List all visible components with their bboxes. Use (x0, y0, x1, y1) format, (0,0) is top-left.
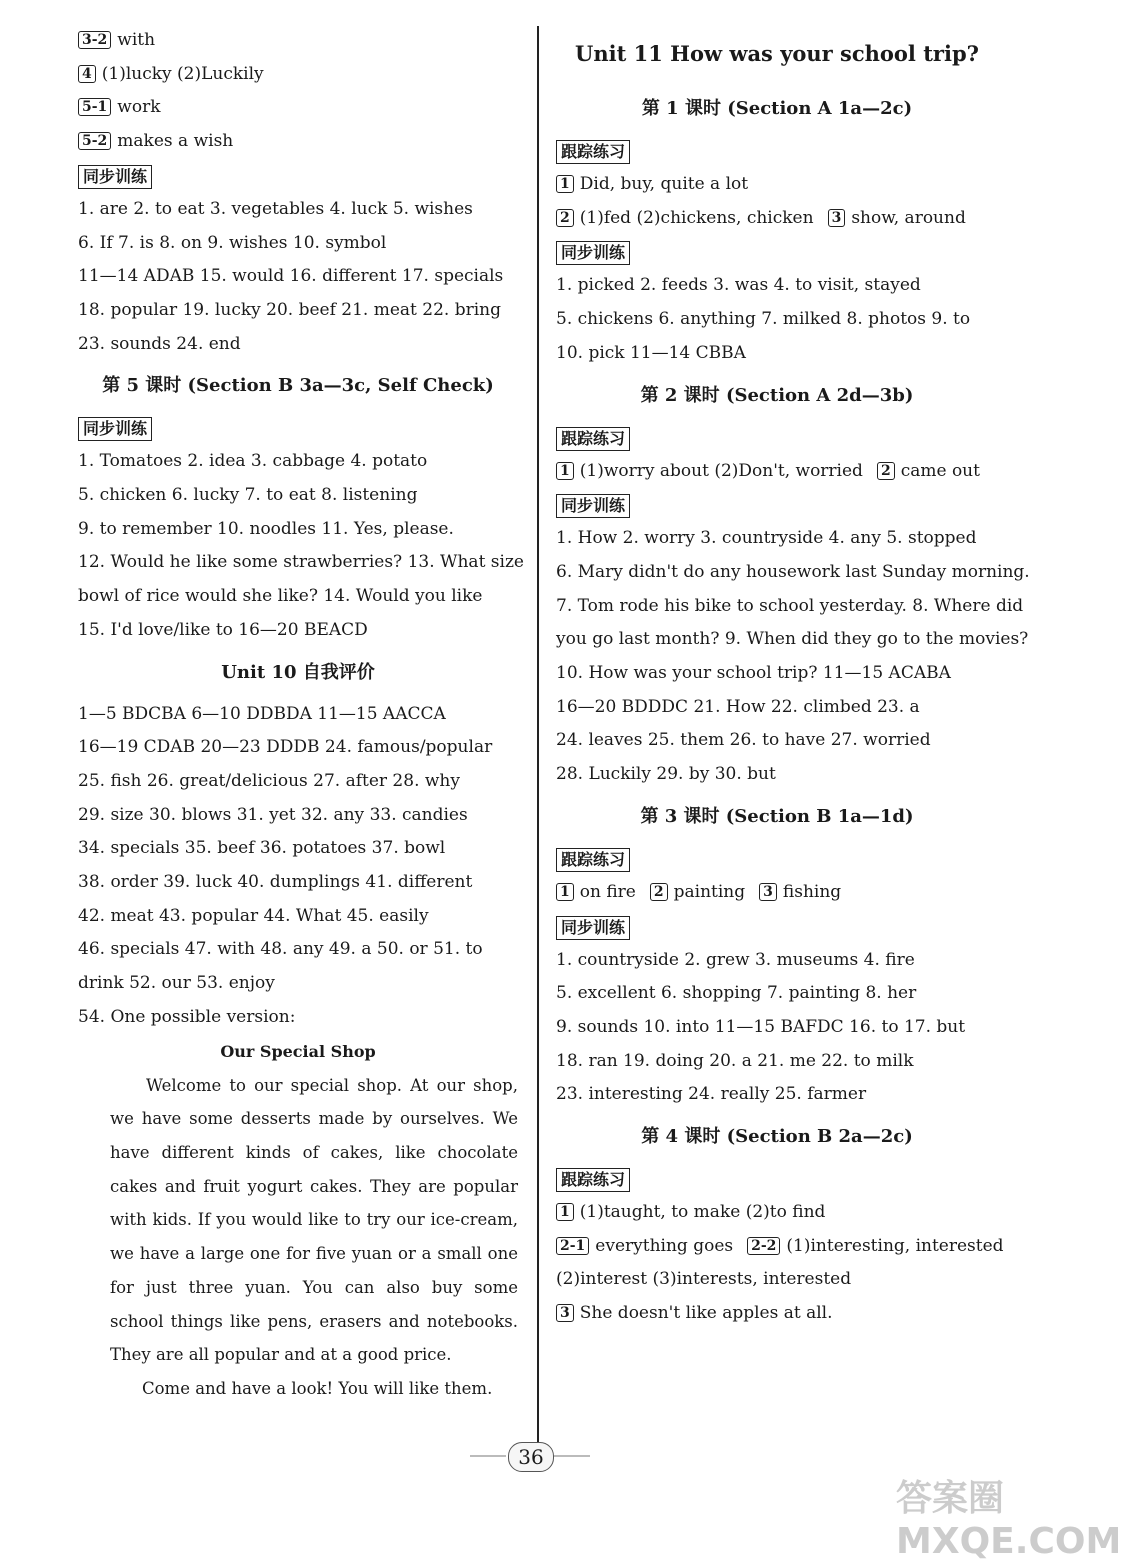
question-number-box: 1 (556, 462, 574, 480)
answer-line: 18. popular 19. lucky 20. beef 21. meat 22. bring (78, 299, 501, 320)
sync-answers-1 (78, 193, 518, 362)
answer-line: 24. leaves 25. them 26. to have 27. worried (556, 730, 931, 751)
answer-line: 16—19 CDAB 20—23 DDDB 24. famous/popular (78, 737, 493, 758)
unit-11-title: Unit 11 How was your school trip? (575, 41, 979, 66)
page-number: 36 (508, 1442, 554, 1472)
answer-line: 9. sounds 10. into 11—15 BAFDC 16. to 17. but (556, 1016, 966, 1037)
question-number-box: 2-2 (747, 1237, 780, 1255)
answer-line: 11—14 ADAB 15. would 16. different 17. specials (78, 266, 504, 287)
answer-line (556, 1230, 1004, 1264)
answer-text: (2)interest (3)interests, interested (556, 1269, 852, 1290)
question-number-box: 1 (556, 883, 574, 901)
lesson-2-tracking-answers (556, 455, 998, 489)
answer-text: with (117, 30, 156, 50)
answer-line: 12. Would he like some strawberries? 13. What size (78, 552, 524, 573)
page-ornament-left (470, 1455, 506, 1457)
answer-line: 54. One possible version: (78, 1006, 296, 1027)
answer-text: (1)worry about (2)Don't, worried (579, 460, 863, 481)
answer-line: 7. Tom rode his bike to school yesterday. 8. Where did (556, 595, 1024, 616)
answer-line: 5. chickens 6. anything 7. milked 8. photos 9. to (556, 309, 971, 330)
answer-line: 1. picked 2. feeds 3. was 4. to visit, stayed (556, 275, 921, 296)
question-number-box: 3 (759, 883, 777, 901)
answer-line: 42. meat 43. popular 44. What 45. easily (78, 905, 429, 926)
sync-answers-2 (78, 445, 524, 647)
question-number-box: 2 (877, 462, 895, 480)
answer-line: 29. size 30. blows 31. yet 32. any 33. candies (78, 804, 468, 825)
tracking-practice-tag: 跟踪练习 (556, 427, 630, 451)
question-number-box: 1 (556, 1203, 574, 1221)
answer-line (556, 1297, 998, 1331)
answer-text: on fire (579, 881, 636, 902)
answer-line: 6. Mary didn't do any housework last Sunday morning. (556, 561, 1030, 582)
sync-training-tag: 同步训练 (556, 241, 630, 265)
sync-training-tag: 同步训练 (78, 165, 152, 189)
question-number-box: 2-1 (556, 1237, 589, 1255)
tracking-practice-tag: 跟踪练习 (556, 140, 630, 164)
answer-text: painting (673, 881, 746, 902)
answer-text: everything goes (595, 1235, 734, 1256)
answer-line: 38. order 39. luck 40. dumplings 41. different (78, 872, 473, 893)
unit-10-answers (78, 698, 518, 1035)
answer-line (78, 24, 518, 58)
answer-line (556, 168, 998, 202)
answer-line: 1. Tomatoes 2. idea 3. cabbage 4. potato (78, 451, 428, 472)
answer-text: came out (900, 460, 980, 481)
answer-line (78, 58, 518, 92)
answer-text: work (117, 97, 161, 118)
lesson-3-heading: 第 3 课时 (Section B 1a—1d) (640, 805, 914, 827)
sync-training-tag: 同步训练 (556, 494, 630, 518)
left-top-answers (78, 24, 518, 159)
left-column (78, 24, 524, 1406)
unit-10-heading: Unit 10 自我评价 (221, 661, 375, 683)
essay-title: Our Special Shop (220, 1041, 376, 1061)
right-column (556, 24, 1030, 1331)
lesson-1-tracking-answers (556, 168, 998, 235)
question-number-box: 5-2 (78, 132, 111, 150)
essay-paragraph-1: Welcome to our special shop. At our shop, we have some desserts made by ourselves. We have different kinds of cakes, like chocolate cakes and fruit yogurt cakes. They are popular with kids. If you would like to try our ice-cream, we have a large one for five yuan or a small one for just three yuan. You can also buy some school things like pens, erasers and notebooks. They are all popular and at a good price. (110, 1075, 518, 1365)
lesson-4-tracking-answers (556, 1196, 1004, 1331)
answer-line (556, 876, 998, 910)
answer-text: (1)interesting, interested (786, 1235, 1004, 1256)
question-number-box: 5-1 (78, 98, 111, 116)
answer-text: (1)lucky (2)Luckily (101, 63, 264, 84)
lesson-4-heading: 第 4 课时 (Section B 2a—2c) (641, 1126, 913, 1148)
watermark-logo: 答案圈 MXQE.COM (896, 1478, 1121, 1562)
answer-line (556, 1196, 998, 1230)
lesson-2-heading: 第 2 课时 (Section A 2d—3b) (640, 384, 914, 406)
lesson-1-heading: 第 1 课时 (Section A 1a—2c) (641, 98, 913, 119)
answer-text: (1)fed (2)chickens, chicken (579, 207, 814, 228)
answer-line: 10. How was your school trip? 11—15 ACABA (556, 663, 951, 684)
lesson-2-sync-answers (556, 522, 1030, 792)
answer-line: 16—20 BDDDC 21. How 22. climbed 23. a (556, 696, 920, 717)
tracking-practice-tag: 跟踪练习 (556, 1168, 630, 1192)
answer-line (78, 91, 518, 125)
lesson-1-sync-answers (556, 269, 998, 370)
question-number-box: 1 (556, 175, 574, 193)
answer-line (78, 125, 518, 159)
answer-text: (1)taught, to make (2)to find (579, 1202, 826, 1223)
page-ornament-right (554, 1455, 590, 1457)
answer-line: 18. ran 19. doing 20. a 21. me 22. to milk (556, 1050, 914, 1071)
answer-line (556, 455, 998, 489)
answer-text: Did, buy, quite a lot (579, 174, 749, 194)
answer-text: makes a wish (117, 131, 234, 152)
answer-line: 5. chicken 6. lucky 7. to eat 8. listening (78, 485, 418, 506)
lesson-3-sync-answers (556, 944, 998, 1113)
answer-line: 1. countryside 2. grew 3. museums 4. fire (556, 949, 915, 970)
question-number-box: 4 (78, 65, 96, 83)
question-number-box: 3 (556, 1304, 574, 1322)
lesson-3-tracking-answers (556, 876, 998, 910)
answer-line: 25. fish 26. great/delicious 27. after 28. why (78, 770, 460, 791)
essay-paragraph-2: Come and have a look! You will like them. (142, 1378, 493, 1398)
question-number-box: 3 (828, 209, 846, 227)
answer-line (556, 1263, 998, 1297)
answer-text: She doesn't like apples at all. (579, 1303, 833, 1324)
answer-text: show, around (851, 207, 966, 228)
answer-line: 10. pick 11—14 CBBA (556, 342, 746, 363)
answer-line: 5. excellent 6. shopping 7. painting 8. her (556, 983, 917, 1004)
question-number-box: 2 (556, 209, 574, 227)
answer-line: 1. are 2. to eat 3. vegetables 4. luck 5. wishes (78, 198, 473, 219)
answer-line: 46. specials 47. with 48. any 49. a 50. or 51. to (78, 939, 483, 960)
answer-line: 28. Luckily 29. by 30. but (556, 764, 776, 785)
answer-line: 1. How 2. worry 3. countryside 4. any 5. stopped (556, 528, 977, 549)
question-number-box: 2 (650, 883, 668, 901)
sync-training-tag: 同步训练 (556, 916, 630, 940)
answer-line: 6. If 7. is 8. on 9. wishes 10. symbol (78, 232, 387, 253)
answer-line: 34. specials 35. beef 36. potatoes 37. bowl (78, 838, 446, 859)
sync-training-tag: 同步训练 (78, 417, 152, 441)
answer-line: 15. I'd love/like to 16—20 BEACD (78, 619, 368, 640)
answer-text: fishing (782, 881, 842, 902)
answer-line: drink 52. our 53. enjoy (78, 973, 275, 994)
question-number-box: 3-2 (78, 31, 111, 49)
answer-line: bowl of rice would she like? 14. Would you like (78, 586, 483, 607)
tracking-practice-tag: 跟踪练习 (556, 848, 630, 872)
answer-line: 23. sounds 24. end (78, 333, 241, 354)
answer-line: you go last month? 9. When did they go to the movies? (556, 629, 1029, 650)
lesson-5-heading: 第 5 课时 (Section B 3a—3c, Self Check) (102, 375, 494, 397)
answer-line: 23. interesting 24. really 25. farmer (556, 1084, 867, 1105)
answer-line (556, 202, 998, 236)
column-divider (537, 26, 539, 1446)
answer-line: 1—5 BDCBA 6—10 DDBDA 11—15 AACCA (78, 703, 446, 724)
answer-line: 9. to remember 10. noodles 11. Yes, please. (78, 518, 454, 539)
